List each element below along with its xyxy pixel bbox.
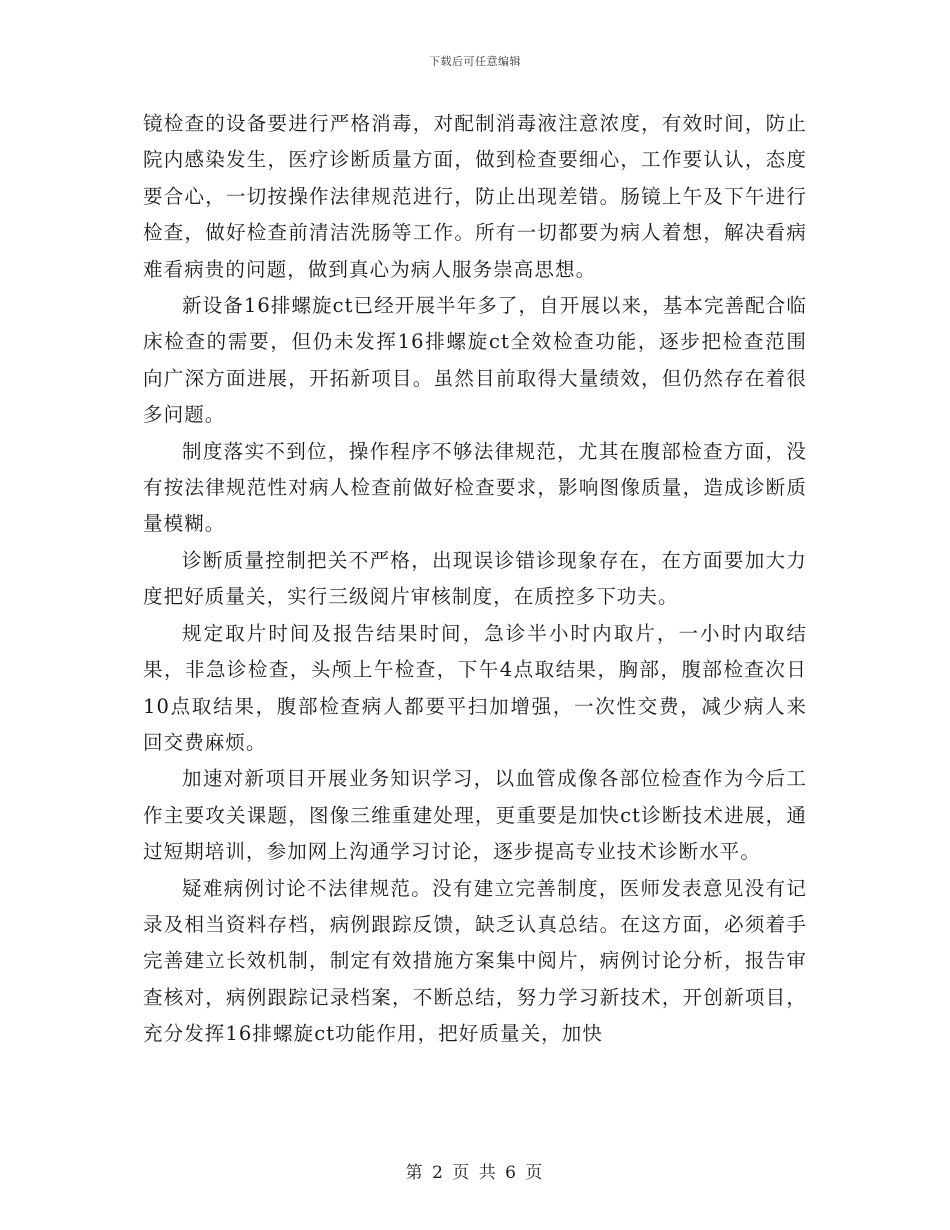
paragraph-3: 制度落实不到位，操作程序不够法律规范，尤其在腹部检查方面，没有按法律规范性对病人检查前做好检查要求，影响图像质量，造成诊断质量模糊。 xyxy=(143,439,807,536)
paragraph-5: 规定取片时间及报告结果时间，急诊半小时内取片，一小时内取结果，非急诊检查，头颅上午检查，下午4点取结果，胸部，腹部检查次日10点取结果，腹部检查病人都要平扫加增强，一次性交费，减少病人来回交费麻烦。 xyxy=(143,621,807,754)
document-body xyxy=(143,106,807,1053)
paragraph-7: 疑难病例讨论不法律规范。没有建立完善制度，医师发表意见没有记录及相当资料存档，病例跟踪反馈，缺乏认真总结。在这方面，必须着手完善建立长效机制，制定有效措施方案集中阅片，病例讨论分析，报告审查核对，病例跟踪记录档案，不断总结，努力学习新技术，开创新项目，充分发挥16排螺旋ct功能作用，把好质量关，加快 xyxy=(143,876,807,1046)
page-header: 下载后可任意编辑 xyxy=(429,55,521,68)
paragraph-2: 新设备16排螺旋ct已经开展半年多了，自开展以来，基本完善配合临床检查的需要，但仍未发挥16排螺旋ct全效检查功能，逐步把检查范围向广深方面进展，开拓新项目。虽然目前取得大量绩效，但仍然存在着很多问题。 xyxy=(143,294,807,427)
paragraph-6: 加速对新项目开展业务知识学习，以血管成像各部位检查作为今后工作主要攻关课题，图像三维重建处理，更重要是加快ct诊断技术进展，通过短期培训，参加网上沟通学习讨论，逐步提高专业技术诊断水平。 xyxy=(143,767,807,864)
paragraph-4: 诊断质量控制把关不严格，出现误诊错诊现象存在，在方面要加大力度把好质量关，实行三级阅片审核制度，在质控多下功夫。 xyxy=(143,548,807,609)
page-number-footer: 第 2 页 共 6 页 xyxy=(405,1163,545,1183)
paragraph-1: 镜检查的设备要进行严格消毒，对配制消毒液注意浓度，有效时间，防止院内感染发生，医疗诊断质量方面，做到检查要细心，工作要认认，态度要合心，一切按操作法律规范进行，防止出现差错。肠镜上午及下午进行检查，做好检查前清洁洗肠等工作。所有一切都要为病人着想，解决看病难看病贵的问题，做到真心为病人服务崇高思想。 xyxy=(143,112,807,281)
